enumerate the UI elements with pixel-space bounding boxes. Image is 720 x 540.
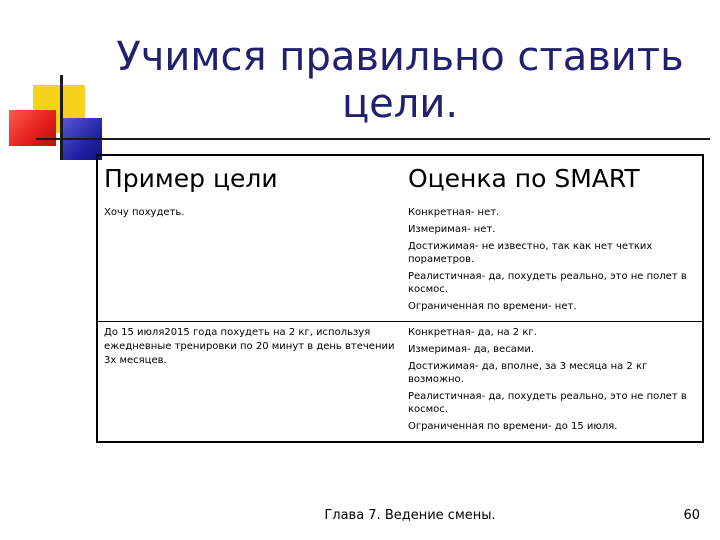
table-row xyxy=(97,322,703,443)
criterion-specific: Конкретная- да, на 2 кг. xyxy=(407,327,537,338)
slide-footer: Глава 7. Ведение смены. xyxy=(324,508,496,523)
criteria-cell xyxy=(402,202,703,322)
criterion-measurable: Измеримая- да, весами. xyxy=(407,344,535,355)
criterion-specific: Конкретная- нет. xyxy=(407,207,500,218)
table-row xyxy=(97,202,703,322)
header-goal-example: Пример цели xyxy=(104,164,278,193)
decorative-red-square xyxy=(9,110,56,146)
criterion-time-bound: Ограниченная по времени- до 15 июля. xyxy=(407,421,618,432)
criterion-realistic: Реалистичная- да, похудеть реально, это не полет в космос. xyxy=(407,271,687,295)
criterion-achievable: Достижимая- да, вполне, за 3 месяца на 2 кг возможно. xyxy=(407,361,648,385)
criteria-cell xyxy=(402,322,703,443)
header-smart-evaluation: Оценка по SMART xyxy=(407,164,640,193)
criterion-achievable: Достижимая- не известно, так как нет четких пораметров. xyxy=(407,241,653,265)
decorative-vertical-line xyxy=(60,75,63,160)
page-number: 60 xyxy=(683,508,700,523)
criterion-time-bound: Ограниченная по времени- нет. xyxy=(407,301,577,312)
goal-cell xyxy=(97,322,402,443)
title-divider-line xyxy=(36,138,710,140)
goal-text: Хочу похудеть. xyxy=(104,207,185,218)
smart-table xyxy=(96,154,704,443)
table-header-row xyxy=(97,155,703,202)
goal-cell xyxy=(97,202,402,322)
criterion-realistic: Реалистичная- да, похудеть реально, это не полет в космос. xyxy=(407,391,687,415)
criterion-measurable: Измеримая- нет. xyxy=(407,224,496,235)
goal-text: До 15 июля2015 года похудеть на 2 кг, используя ежедневные тренировки по 20 минут в день втечении 3х месяцев. xyxy=(104,327,395,366)
slide-title: Учимся правильно ставить цели. xyxy=(116,34,684,127)
